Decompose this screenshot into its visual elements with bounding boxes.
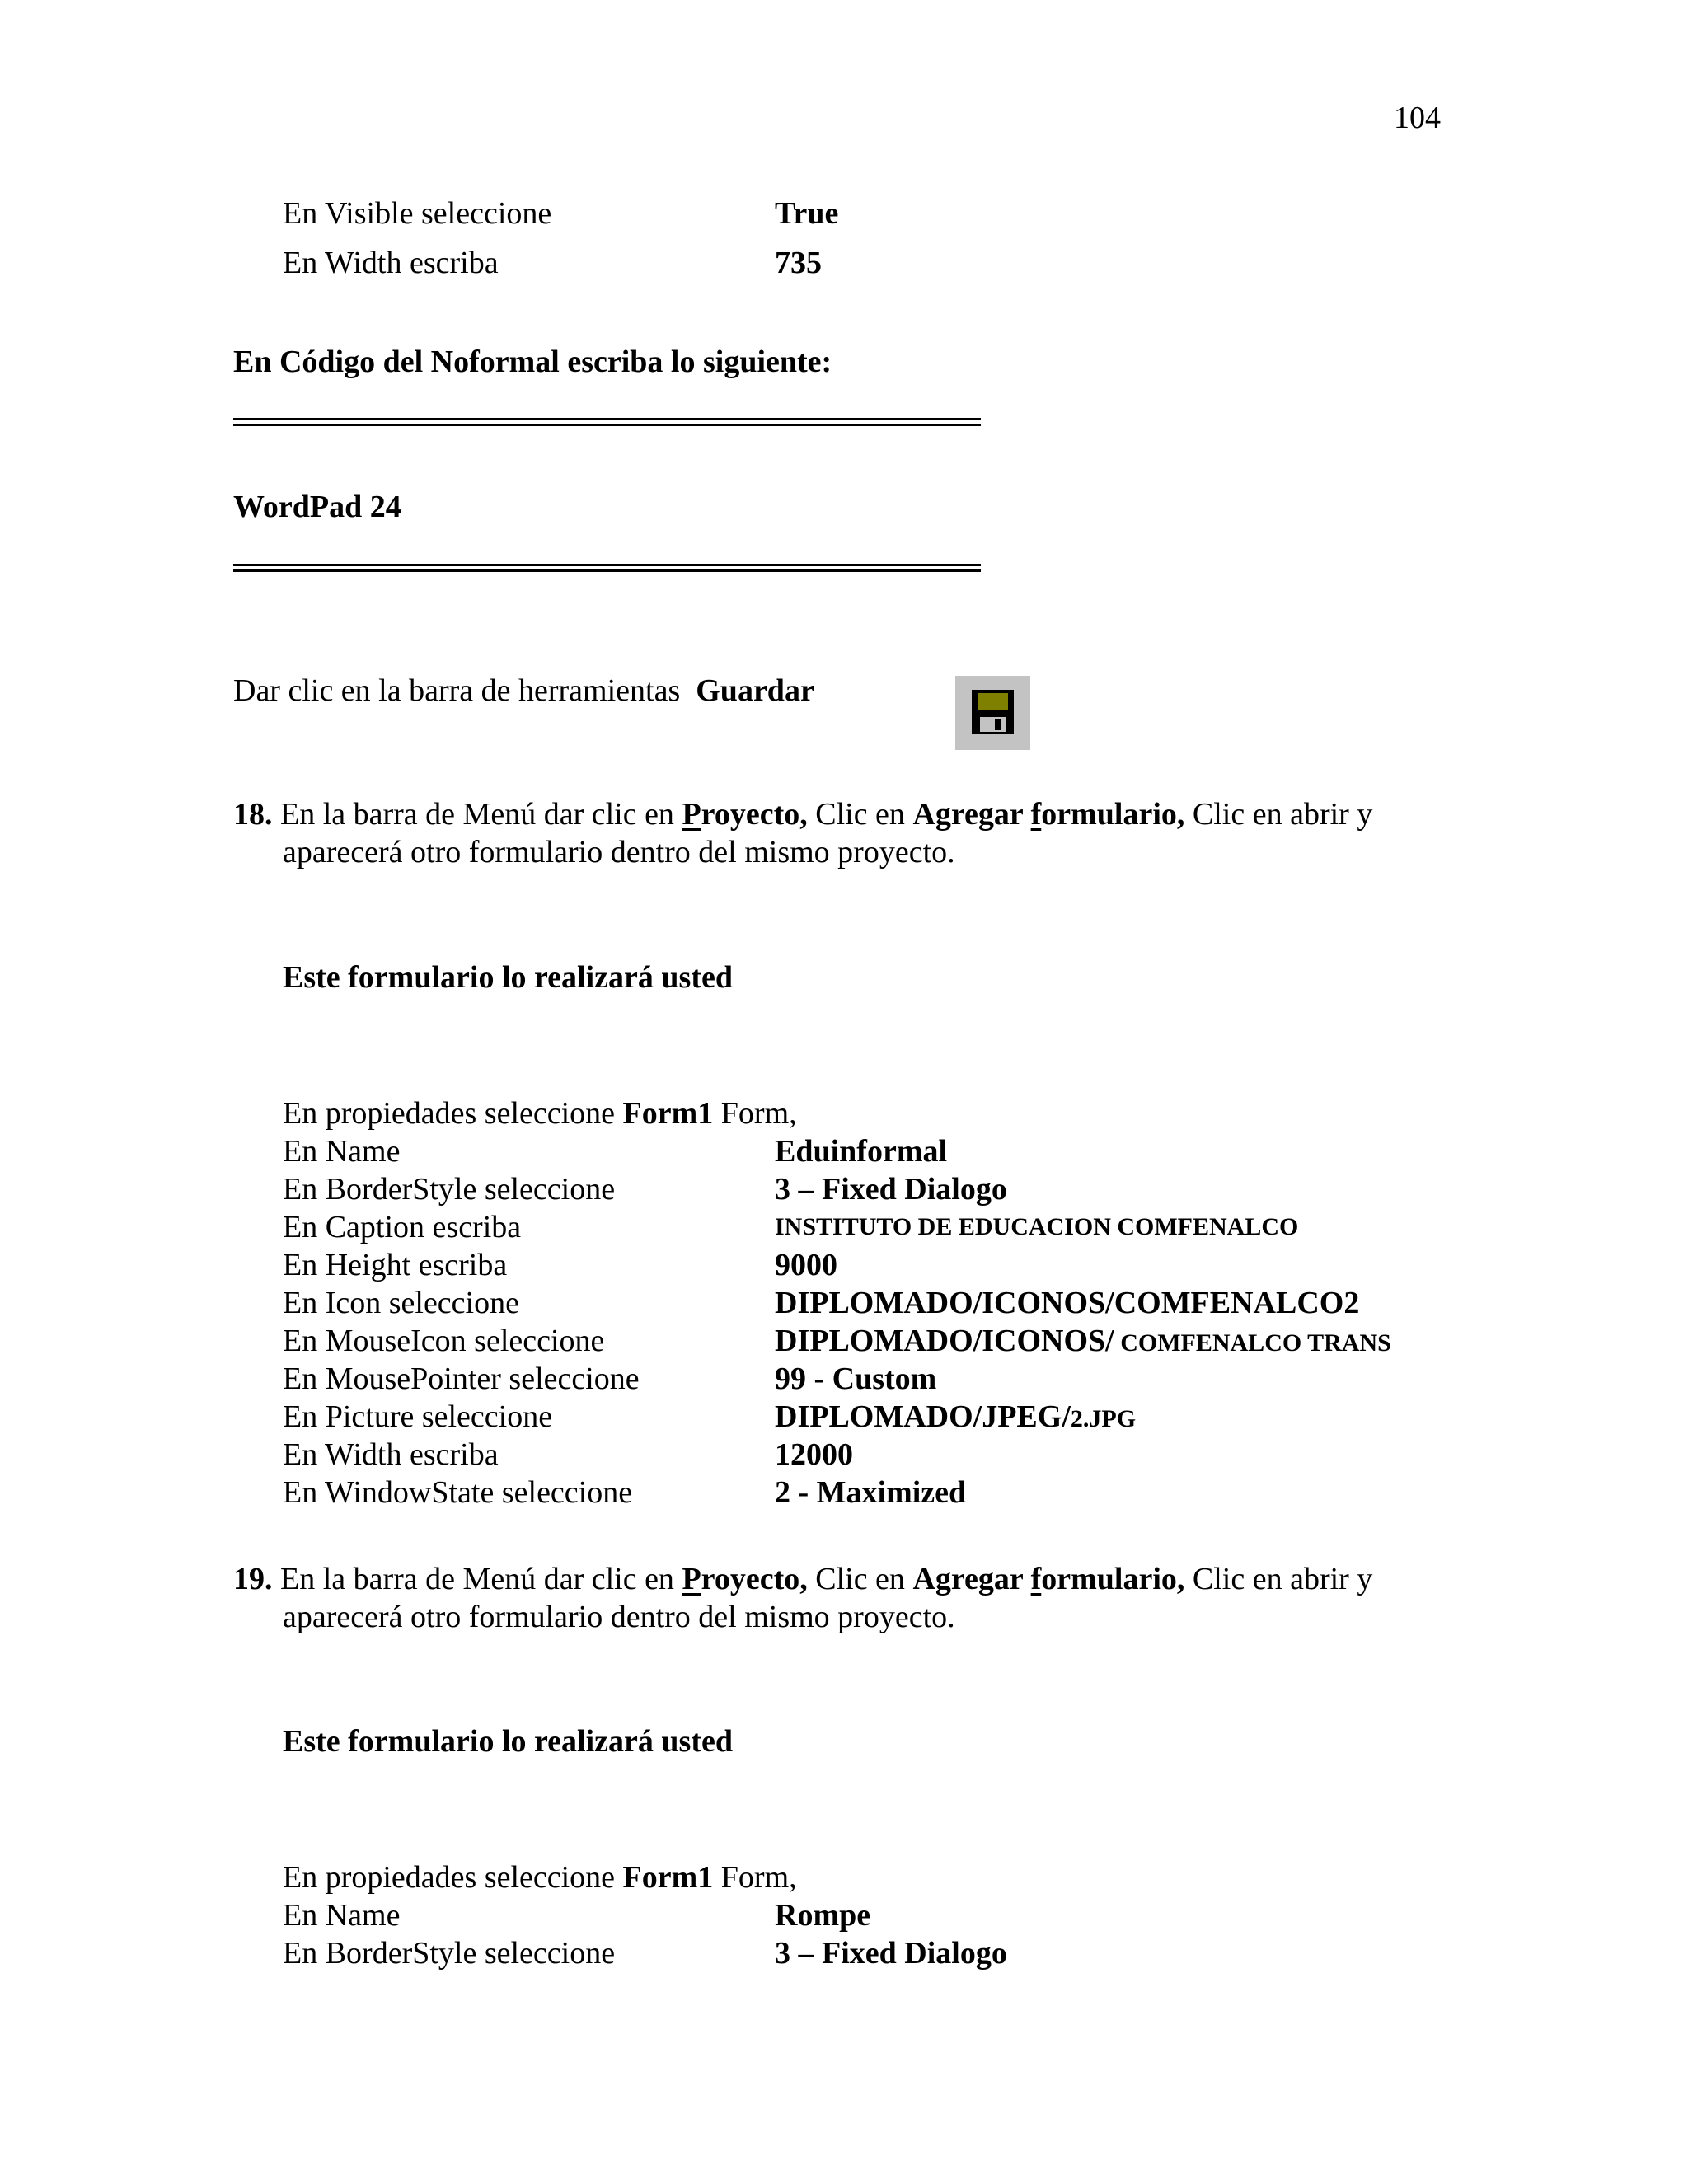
prop-label: En BorderStyle seleccione xyxy=(283,1936,616,1971)
step-18-line-2: aparecerá otro formulario dentro del mismo proyecto. xyxy=(283,835,955,869)
save-instruction: Dar clic en la barra de herramientas Guardar xyxy=(233,673,814,708)
double-rule-bottom xyxy=(233,564,981,572)
save-button[interactable] xyxy=(955,676,1030,750)
step-18-line-1: 18. En la barra de Menú dar clic en Proyecto, Clic en Agregar formulario, Clic en abrir y xyxy=(233,797,1373,832)
prop-value: Eduinformal xyxy=(775,1134,948,1169)
prop-label: En Caption escriba xyxy=(283,1210,522,1244)
double-rule-top xyxy=(233,418,981,426)
prop-value: Rompe xyxy=(775,1898,871,1933)
prop-label: En Name xyxy=(283,1898,401,1933)
prop-label-visible: En Visible seleccione xyxy=(283,196,552,231)
prop-value: DIPLOMADO/ICONOS/ COMFENALCO TRANS xyxy=(775,1324,1391,1358)
prop-value: 99 - Custom xyxy=(775,1361,937,1396)
prop-value: 3 – Fixed Dialogo xyxy=(775,1936,1007,1971)
floppy-disk-save-icon xyxy=(955,676,1030,750)
prop-label: En Height escriba xyxy=(283,1248,508,1282)
prop-label: En BorderStyle seleccione xyxy=(283,1172,616,1207)
form1-intro-1: En propiedades seleccione Form1 Form, xyxy=(283,1096,797,1131)
prop-value-visible: True xyxy=(775,196,839,231)
prop-value: 9000 xyxy=(775,1248,837,1282)
prop-label: En Width escriba xyxy=(283,1437,499,1472)
wordpad-label: WordPad 24 xyxy=(233,490,401,524)
step-19-line-2: aparecerá otro formulario dentro del mismo proyecto. xyxy=(283,1600,955,1634)
form1-intro-2: En propiedades seleccione Form1 Form, xyxy=(283,1860,797,1895)
step-19-line-1: 19. En la barra de Menú dar clic en Proyecto, Clic en Agregar formulario, Clic en abrir y xyxy=(233,1562,1373,1596)
guardar-label: Guardar xyxy=(696,673,814,708)
agregar-formulario-label: Agregar formulario, xyxy=(912,797,1185,832)
prop-label: En MousePointer seleccione xyxy=(283,1361,640,1396)
usted-heading-1: Este formulario lo realizará usted xyxy=(283,960,733,995)
prop-value: INSTITUTO DE EDUCACION COMFENALCO xyxy=(775,1213,1299,1240)
prop-value: DIPLOMADO/JPEG/2.JPG xyxy=(775,1399,1137,1434)
prop-label: En MouseIcon seleccione xyxy=(283,1324,605,1358)
prop-value: 12000 xyxy=(775,1437,853,1472)
agregar-formulario-label: Agregar formulario, xyxy=(912,1562,1185,1596)
prop-value: DIPLOMADO/ICONOS/COMFENALCO2 xyxy=(775,1286,1360,1320)
proyecto-menu-label: Proyecto, xyxy=(682,1562,808,1596)
prop-label: En Icon seleccione xyxy=(283,1286,519,1320)
usted-heading-2: Este formulario lo realizará usted xyxy=(283,1724,733,1759)
prop-label: En Picture seleccione xyxy=(283,1399,553,1434)
prop-label: En Name xyxy=(283,1134,401,1169)
page-number: 104 xyxy=(1394,101,1441,135)
proyecto-menu-label: Proyecto, xyxy=(682,797,808,832)
code-heading: En Código del Noformal escriba lo siguiente: xyxy=(233,344,832,379)
prop-value: 2 - Maximized xyxy=(775,1475,967,1510)
prop-label-width: En Width escriba xyxy=(283,246,499,280)
prop-value-width: 735 xyxy=(775,246,822,280)
prop-label: En WindowState seleccione xyxy=(283,1475,633,1510)
prop-value: 3 – Fixed Dialogo xyxy=(775,1172,1007,1207)
